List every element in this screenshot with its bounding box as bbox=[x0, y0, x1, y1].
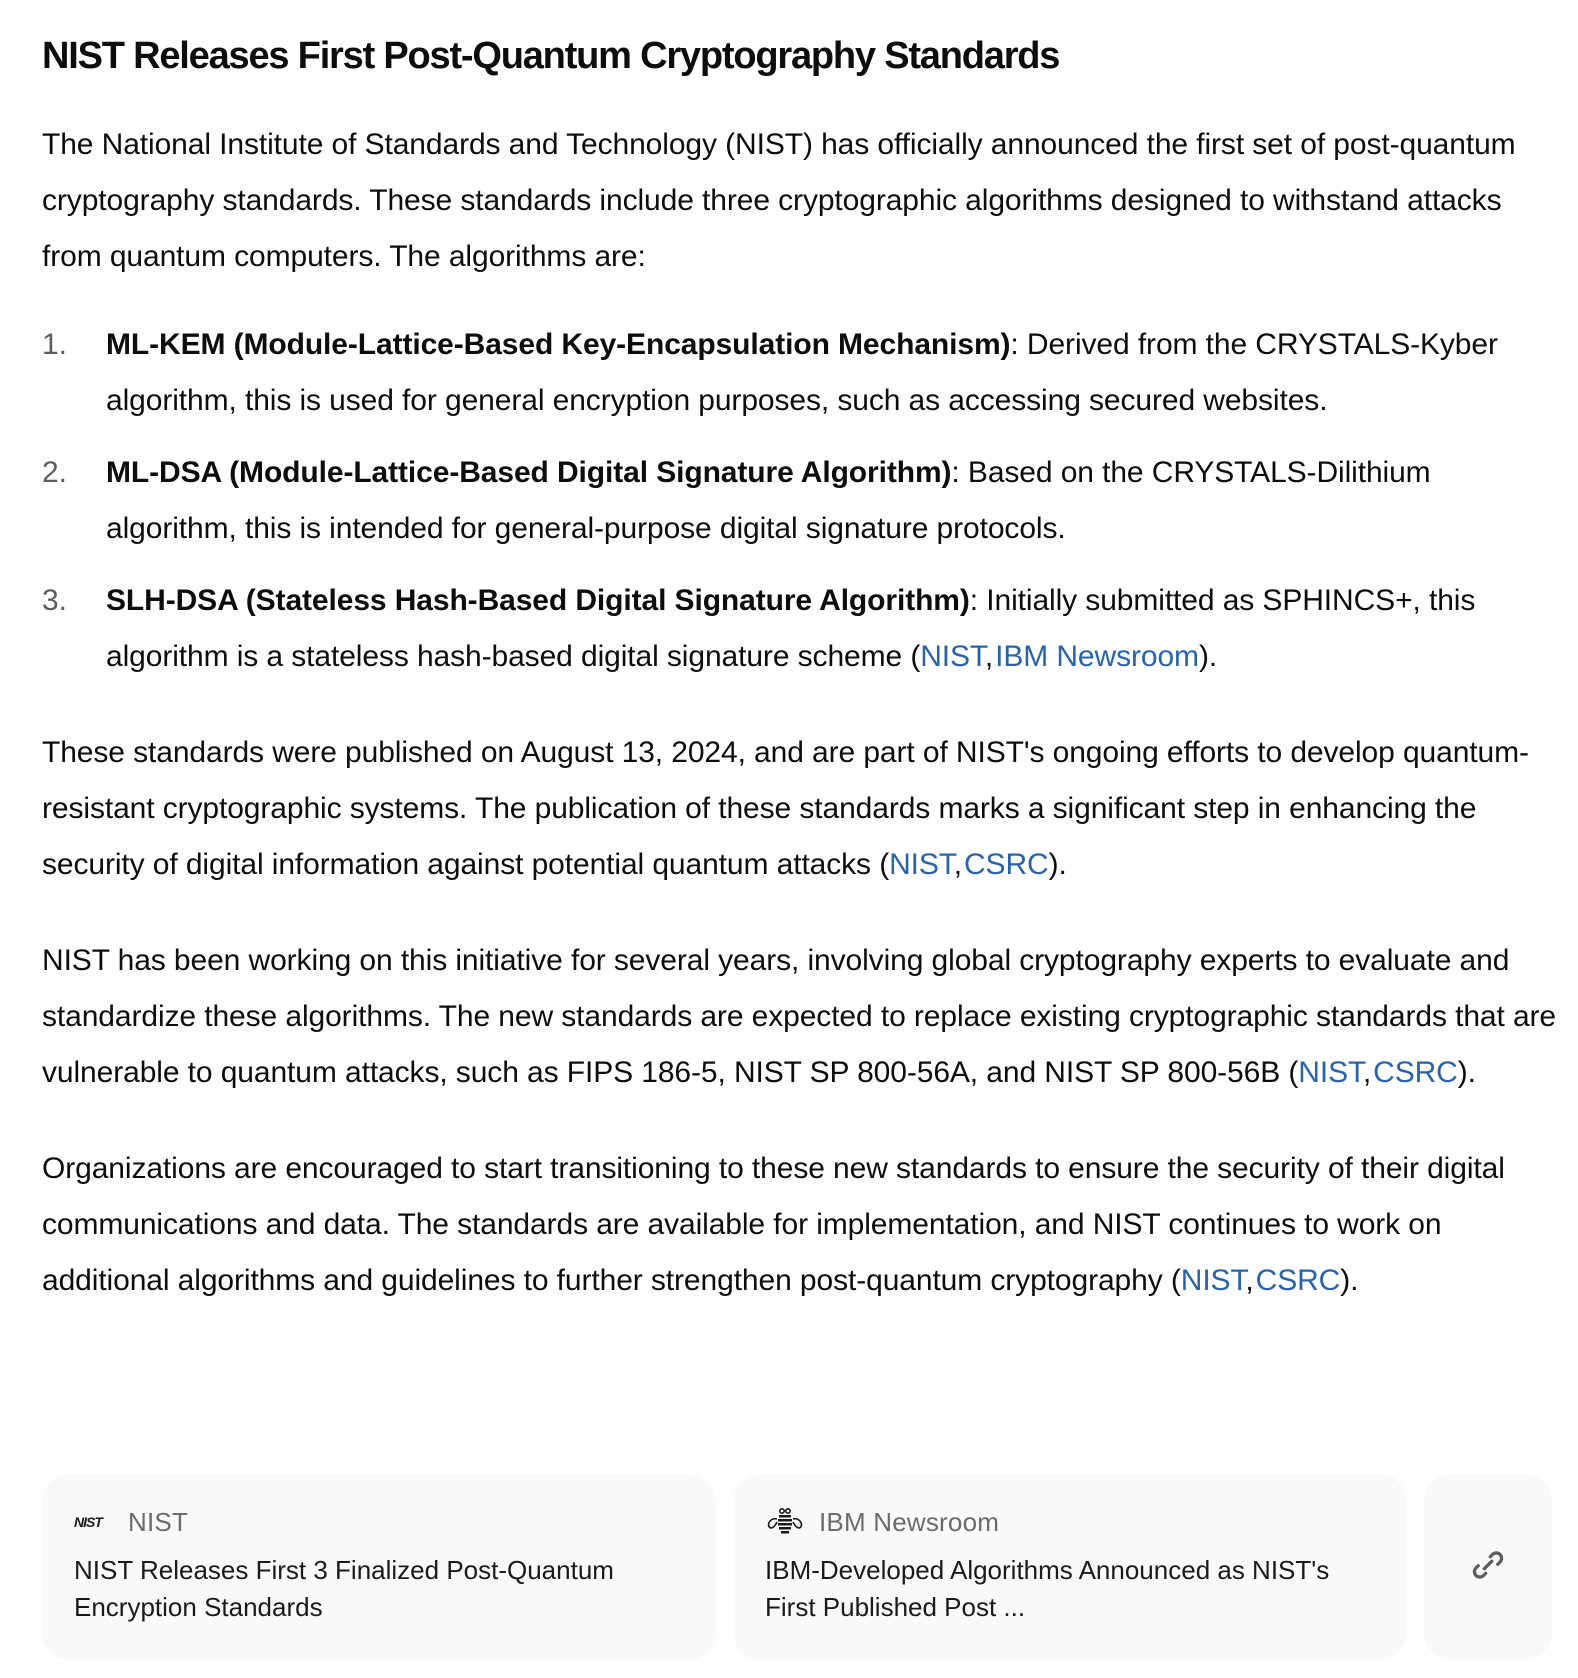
source-name: NIST bbox=[128, 1506, 189, 1537]
algorithm-description: Based on the CRYSTALS-Dilithium algorithm, this is intended for general-purpose digital signature protocols. bbox=[106, 456, 1431, 545]
source-card-ibm-newsroom[interactable] bbox=[733, 1474, 1407, 1660]
article-body bbox=[42, 117, 1562, 1309]
link-icon bbox=[1470, 1547, 1506, 1588]
citation-link-nist[interactable]: NIST bbox=[889, 848, 954, 881]
citation-link-csrc[interactable]: CSRC bbox=[1255, 1264, 1341, 1297]
list-item bbox=[42, 317, 1562, 429]
page-title: NIST Releases First Post-Quantum Cryptography Standards bbox=[42, 35, 1060, 77]
separator: : bbox=[1010, 328, 1019, 361]
paragraph-text: Organizations are encouraged to start transitioning to these new standards to ensure the security of their digital communications and data. The standards are available for implementation, and NIST continues to work on additional algorithms and guidelines to further strengthen post-quantum cryptography ( bbox=[42, 1152, 1505, 1297]
closing-text: ). bbox=[1457, 1056, 1476, 1089]
paragraph-initiative bbox=[42, 933, 1562, 1101]
list-number: 1. bbox=[42, 328, 67, 361]
nist-logo-icon bbox=[74, 1514, 114, 1530]
paragraph-text: These standards were published on August 13, 2024, and are part of NIST's ongoing efforts to develop quantum-resistant cryptographic systems. The publication of these standards marks a significant step in enhancing the security of digital information against potential quantum attacks ( bbox=[42, 736, 1529, 881]
intro-paragraph: The National Institute of Standards and Technology (NIST) has officially announced the first set of post-quantum cryptography standards. These standards include three cryptographic algorithms designed to withstand attacks from quantum computers. The algorithms are: bbox=[42, 128, 1516, 273]
svg-text:NIST: NIST bbox=[74, 1514, 102, 1530]
algorithm-list bbox=[42, 317, 1562, 685]
list-number: 2. bbox=[42, 456, 67, 489]
closing-text: ). bbox=[1048, 848, 1067, 881]
closing-text: ). bbox=[1340, 1264, 1359, 1297]
source-name: IBM Newsroom bbox=[819, 1506, 1000, 1537]
source-card-nist[interactable] bbox=[42, 1474, 716, 1660]
source-title: NIST Releases First 3 Finalized Post-Quantum Encryption Standards bbox=[74, 1555, 614, 1622]
paragraph-transition bbox=[42, 1141, 1562, 1309]
closing-text: ). bbox=[1198, 640, 1218, 673]
algorithm-description: Initially submitted as SPHINCS+, this algorithm is a stateless hash-based digital signature scheme ( bbox=[106, 584, 1476, 673]
citation-separator: , bbox=[984, 640, 994, 673]
separator: : bbox=[951, 456, 960, 489]
source-cards bbox=[42, 1474, 1552, 1660]
algorithm-name: SLH-DSA (Stateless Hash-Based Digital Signature Algorithm) bbox=[106, 584, 970, 617]
citation-link-nist[interactable]: NIST bbox=[1298, 1056, 1363, 1089]
citation-link-nist[interactable]: NIST bbox=[1180, 1264, 1246, 1297]
source-header bbox=[74, 1502, 684, 1542]
algorithm-description: Derived from the CRYSTALS-Kyber algorithm, this is used for general encryption purposes, such as accessing secured websites. bbox=[106, 328, 1498, 417]
ibm-bee-logo-icon bbox=[765, 1507, 805, 1537]
citation-link-ibm-newsroom[interactable]: IBM Newsroom bbox=[995, 640, 1199, 673]
paragraph-text: NIST has been working on this initiative for several years, involving global cryptography experts to evaluate and standardize these algorithms. The new standards are expected to replace existing cryptographic standards that are vulnerable to quantum attacks, such as FIPS 186-5, NIST SP 800-56A, and NIST SP 800-56B ( bbox=[42, 944, 1557, 1089]
source-title: IBM-Developed Algorithms Announced as NIST's First Published Post ... bbox=[765, 1555, 1330, 1622]
list-number: 3. bbox=[42, 584, 67, 617]
citation-separator: , bbox=[1245, 1264, 1254, 1297]
more-sources-button[interactable] bbox=[1424, 1474, 1552, 1660]
algorithm-name: ML-DSA (Module-Lattice-Based Digital Signature Algorithm) bbox=[106, 456, 952, 489]
source-header bbox=[765, 1502, 1375, 1542]
citation-separator: , bbox=[1362, 1056, 1372, 1089]
citation-link-csrc[interactable]: CSRC bbox=[1373, 1056, 1458, 1089]
algorithm-name: ML-KEM (Module-Lattice-Based Key-Encapsulation Mechanism) bbox=[106, 328, 1011, 361]
paragraph-publication bbox=[42, 725, 1562, 893]
citation-separator: , bbox=[953, 848, 962, 881]
list-item bbox=[42, 445, 1562, 557]
separator: : bbox=[969, 584, 979, 617]
citation-link-nist[interactable]: NIST bbox=[920, 640, 985, 673]
citation-link-csrc[interactable]: CSRC bbox=[963, 848, 1049, 881]
list-item bbox=[42, 573, 1562, 685]
